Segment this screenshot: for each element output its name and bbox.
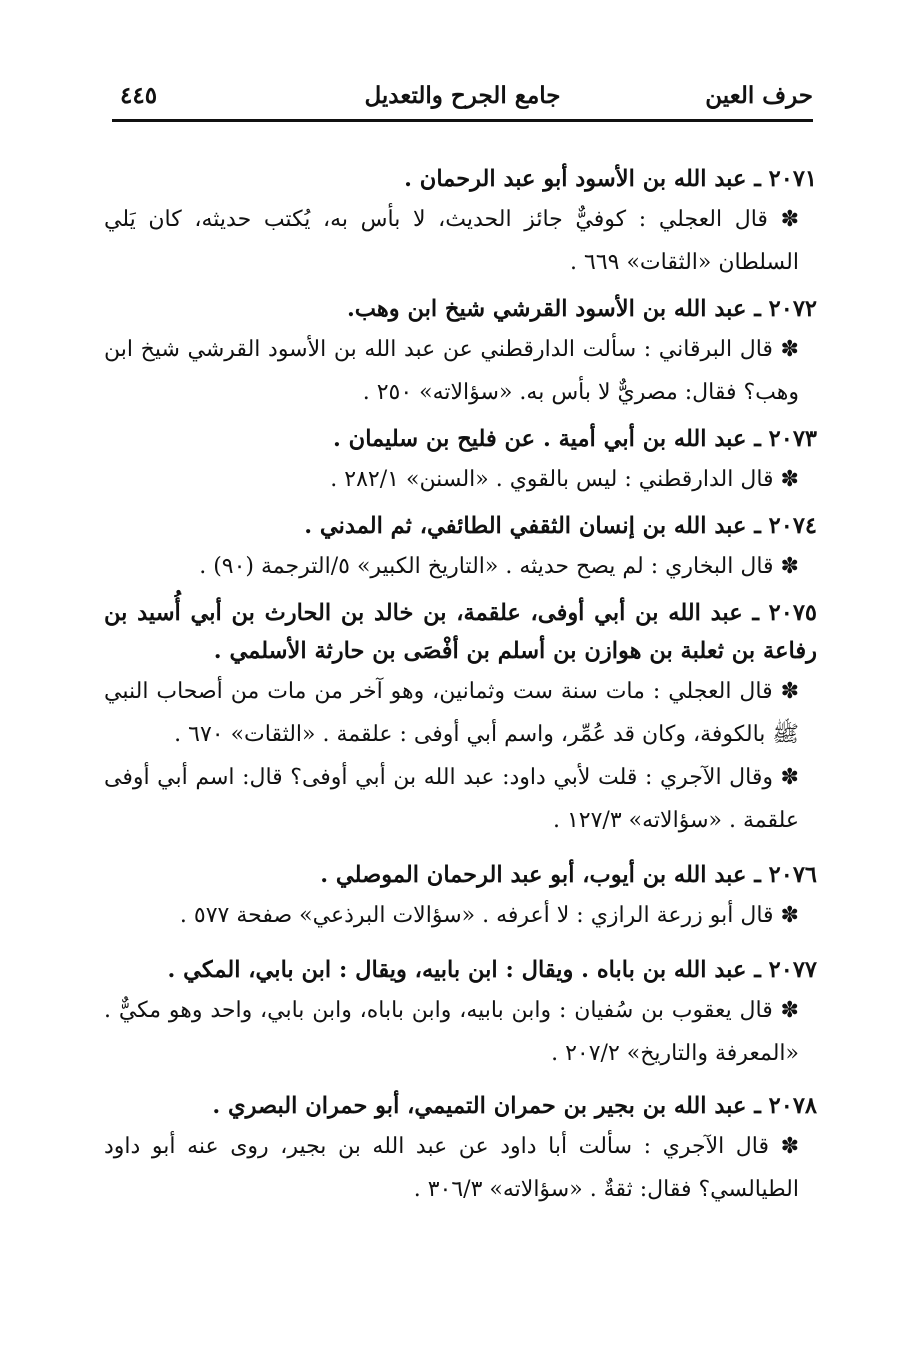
entry-quote: ✽ قال أبو زرعة الرازي : لا أعرفه . «سؤالات البرذعي» صفحة ٥٧٧ .	[179, 903, 799, 928]
entry-2073	[104, 420, 817, 501]
chapter-title: حرف العين	[705, 82, 813, 109]
entry-2074	[104, 507, 817, 588]
entry-quote: ✽ قال الدارقطني : ليس بالقوي . «السنن» ٢٨٢/١ .	[330, 467, 799, 492]
entry-2072	[104, 290, 817, 414]
entry-2077	[104, 951, 817, 1075]
entry-quote: ✽ قال العجلي : كوفيٌّ جائز الحديث، لا بأس به، يُكتب حديثه، كان يَلي السلطان «الثقات» ٦٦٩ .	[104, 207, 799, 275]
entry-heading: ٢٠٧٧ ـ عبد الله بن باباه . ويقال : ابن بابيه، ويقال : ابن بابي، المكي .	[167, 957, 817, 983]
page-number: ٤٤٥	[120, 82, 158, 109]
entry-quote: ✽ قال العجلي : مات سنة ست وثمانين، وهو آخر من مات من أصحاب النبي ﷺ بالكوفة، وكان قد عُمِّر، واسم أبي أوفى : علقمة . «الثقات» ٦٧٠ .	[104, 679, 799, 747]
entry-2078	[104, 1087, 817, 1211]
book-title: جامع الجرح والتعديل	[364, 82, 561, 109]
entry-heading: ٢٠٧٥ ـ عبد الله بن أبي أوفى، علقمة، بن خالد بن الحارث بن أبي أُسيد بن رفاعة بن ثعلبة بن هوازن بن أسلم بن أفْصَى بن حارثة الأسلمي .	[104, 600, 817, 664]
page-header	[112, 78, 813, 122]
page-body	[104, 160, 817, 1211]
entry-quote: ✽ وقال الآجري : قلت لأبي داود: عبد الله بن أبي أوفى؟ قال: اسم أبي أوفى علقمة . «سؤالاته» ١٢٧/٣ .	[104, 765, 799, 833]
entry-2076	[104, 856, 817, 937]
entry-2075	[104, 594, 817, 842]
entry-quote: ✽ قال البرقاني : سألت الدارقطني عن عبد الله بن الأسود القرشي شيخ ابن وهب؟ فقال: مصريٌّ لا بأس به. «سؤالاته» ٢٥٠ .	[104, 337, 799, 405]
entry-heading: ٢٠٧٦ ـ عبد الله بن أيوب، أبو عبد الرحمان الموصلي .	[320, 862, 817, 888]
entry-quote: ✽ قال يعقوب بن سُفيان : وابن بابيه، وابن باباه، وابن بابي، واحد وهو مكيٌّ . «المعرفة والتاريخ» ٢٠٧/٢ .	[104, 998, 799, 1066]
entry-heading: ٢٠٧٤ ـ عبد الله بن إنسان الثقفي الطائفي، ثم المدني .	[304, 513, 817, 539]
entry-heading: ٢٠٧٢ ـ عبد الله بن الأسود القرشي شيخ ابن وهب.	[346, 296, 817, 322]
header-divider	[112, 119, 813, 122]
entry-quote: ✽ قال البخاري : لم يصح حديثه . «التاريخ الكبير» ٥/الترجمة (٩٠) .	[199, 554, 799, 579]
entry-heading: ٢٠٧٨ ـ عبد الله بن بجير بن حمران التميمي، أبو حمران البصري .	[212, 1093, 817, 1119]
entry-quote: ✽ قال الآجري : سألت أبا داود عن عبد الله بن بجير، روى عنه أبو داود الطيالسي؟ فقال: ثقةٌ . «سؤالاته» ٣٠٦/٣ .	[104, 1134, 799, 1202]
entry-heading: ٢٠٧١ ـ عبد الله بن الأسود أبو عبد الرحمان .	[404, 166, 817, 192]
entry-heading: ٢٠٧٣ ـ عبد الله بن أبي أمية . عن فليح بن سليمان .	[333, 426, 817, 452]
entry-2071	[104, 160, 817, 284]
